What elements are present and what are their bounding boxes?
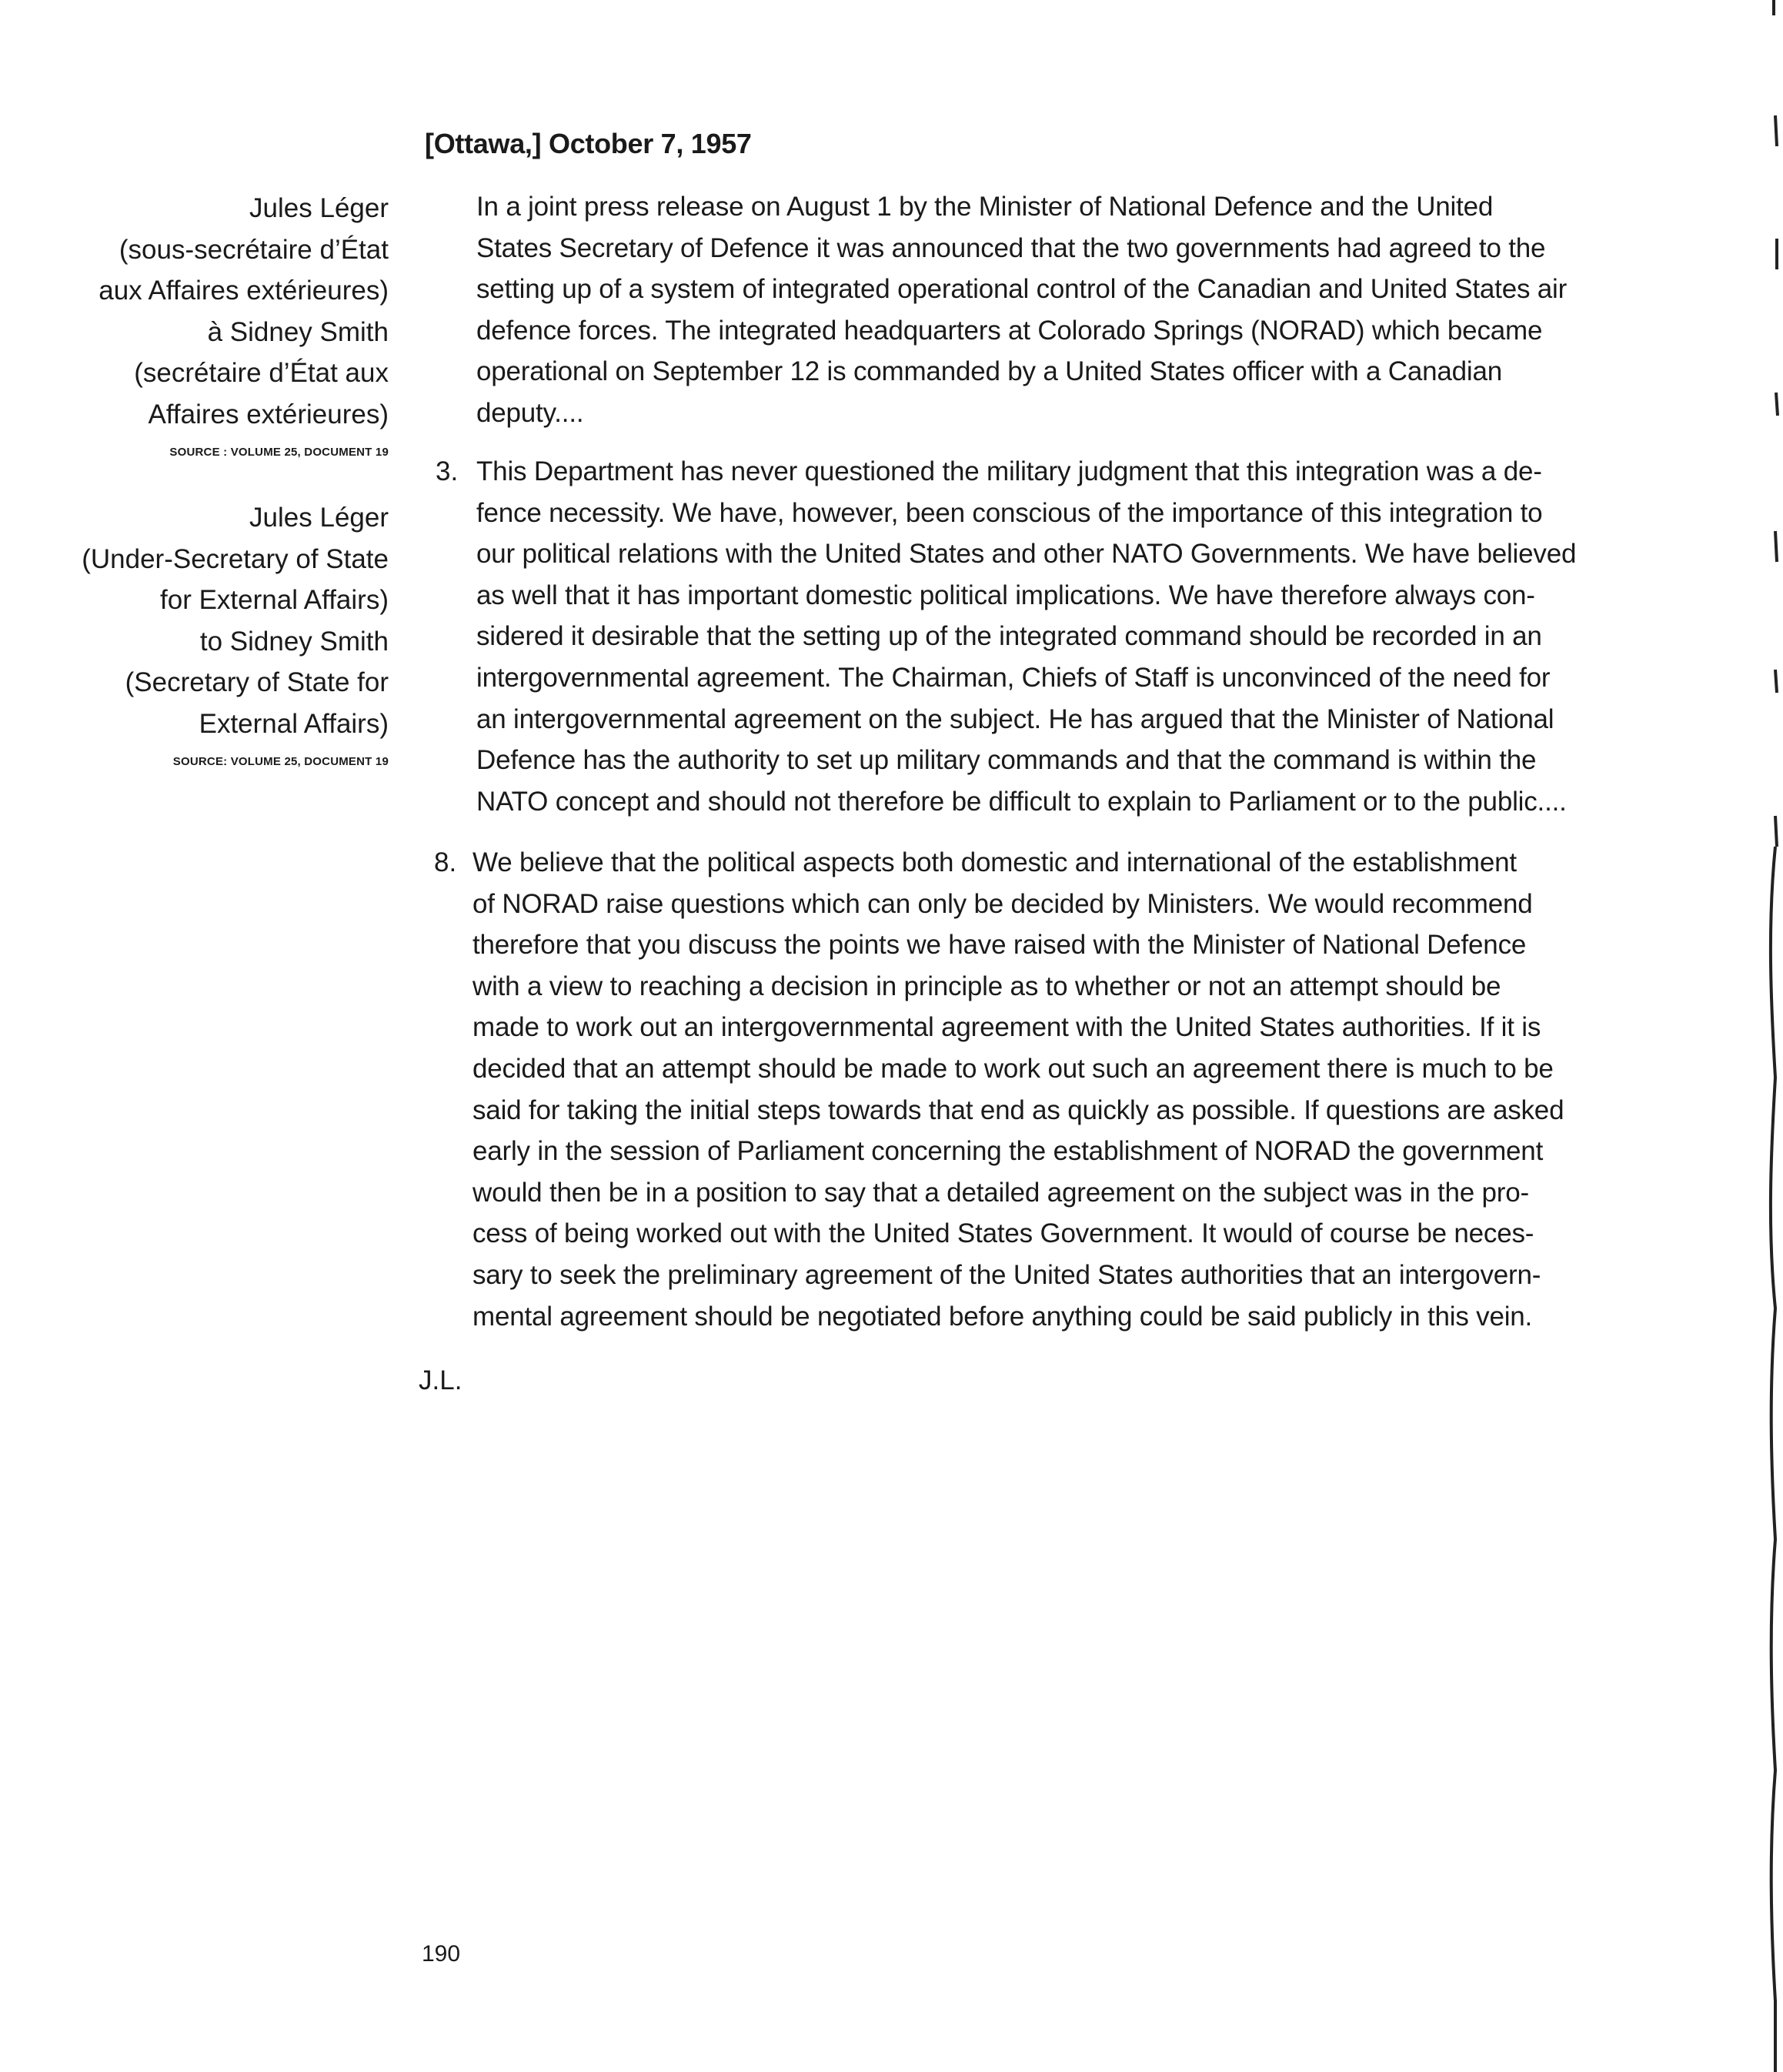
text-line: defence forces. The integrated headquarters at Colorado Springs (NORAD) which became [476, 315, 1543, 346]
text-line: decided that an attempt should be made to work out such an agreement there is much to be [472, 1053, 1554, 1084]
text-line: of NORAD raise questions which can only be decided by Ministers. We would recommend [472, 888, 1533, 919]
text-line: made to work out an intergovernmental agreement with the United States authorities. If it is [472, 1012, 1541, 1043]
text-line: Defence has the authority to set up military commands and that the command is within the [476, 745, 1537, 776]
margin-line: (Under-Secretary of State [82, 543, 389, 574]
margin-line: Jules Léger [249, 503, 389, 533]
text-line: with a view to reaching a decision in principle as to whether or not an attempt should be [472, 971, 1501, 1001]
text-line: sidered it desirable that the setting up of the integrated command should be recorded in an [476, 621, 1542, 652]
margin-line: Affaires extérieures) [148, 399, 389, 429]
text-line: operational on September 12 is commanded by a United States officer with a Canadian [476, 356, 1503, 387]
margin-line: (secrétaire d’État aux [134, 358, 389, 388]
text-line: NATO concept and should not therefore be difficult to explain to Parliament or to the public.... [476, 786, 1567, 817]
text-line: fence necessity. We have, however, been conscious of the importance of this integration to [476, 497, 1543, 528]
text-line: deputy.... [476, 397, 584, 428]
text-line: sary to seek the preliminary agreement of the United States authorities that an intergovern- [472, 1259, 1541, 1290]
text-line: early in the session of Parliament concerning the establishment of NORAD the government [472, 1136, 1544, 1167]
text-line: States Secretary of Defence it was announced that the two governments had agreed to the [476, 232, 1546, 263]
margin-line: Jules Léger [249, 193, 389, 223]
margin-line: for External Affairs) [160, 585, 389, 615]
margin-line: (Secretary of State for [125, 667, 389, 697]
margin-line: (sous-secrétaire d’État [119, 234, 389, 265]
text-line: as well that it has important domestic political implications. We have therefore always con- [476, 580, 1535, 610]
text-line: mental agreement should be negotiated before anything could be said publicly in this vein. [472, 1301, 1533, 1332]
margin-line: à Sidney Smith [207, 316, 389, 347]
page-number: 190 [422, 1941, 461, 1967]
intro-paragraph [476, 186, 1567, 434]
paragraph-8 [472, 842, 1564, 1337]
margin-note-english [46, 497, 389, 770]
text-line: an intergovernmental agreement on the subject. He has argued that the Minister of National [476, 703, 1554, 734]
text-line: setting up of a system of integrated operational control of the Canadian and United States air [476, 274, 1568, 305]
text-line: intergovernmental agreement. The Chairman, Chiefs of Staff is unconvinced of the need for [476, 662, 1551, 693]
text-line: said for taking the initial steps towards that end as quickly as possible. If questions are asked [472, 1094, 1564, 1125]
text-line: cess of being worked out with the United States Government. It would of course be neces- [472, 1218, 1534, 1249]
text-line: would then be in a position to say that a detailed agreement on the subject was in the pro- [472, 1177, 1529, 1208]
source-citation: SOURCE: VOLUME 25, DOCUMENT 19 [172, 755, 389, 768]
margin-note-french [46, 188, 389, 461]
text-line: We believe that the political aspects both domestic and international of the establishment [472, 847, 1517, 877]
paragraph-number: 8. [434, 847, 457, 877]
margin-line: External Affairs) [199, 708, 389, 739]
binding-edge [1760, 0, 1783, 2072]
text-line: This Department has never questioned the military judgment that this integration was a de- [476, 456, 1542, 486]
text-line: therefore that you discuss the points we have raised with the Minister of National Defence [472, 930, 1527, 961]
text-line: In a joint press release on August 1 by the Minister of National Defence and the United [476, 192, 1494, 222]
source-citation: SOURCE : VOLUME 25, DOCUMENT 19 [169, 446, 389, 459]
signature-initials: J.L. [419, 1365, 462, 1395]
margin-line: aux Affaires extérieures) [98, 276, 389, 306]
margin-line: to Sidney Smith [199, 626, 389, 657]
paragraph-3 [476, 451, 1576, 822]
date-line: [Ottawa,] October 7, 1957 [425, 128, 752, 159]
text-line: our political relations with the United States and other NATO Governments. We have believed [476, 539, 1577, 570]
paragraph-number: 3. [436, 456, 459, 486]
